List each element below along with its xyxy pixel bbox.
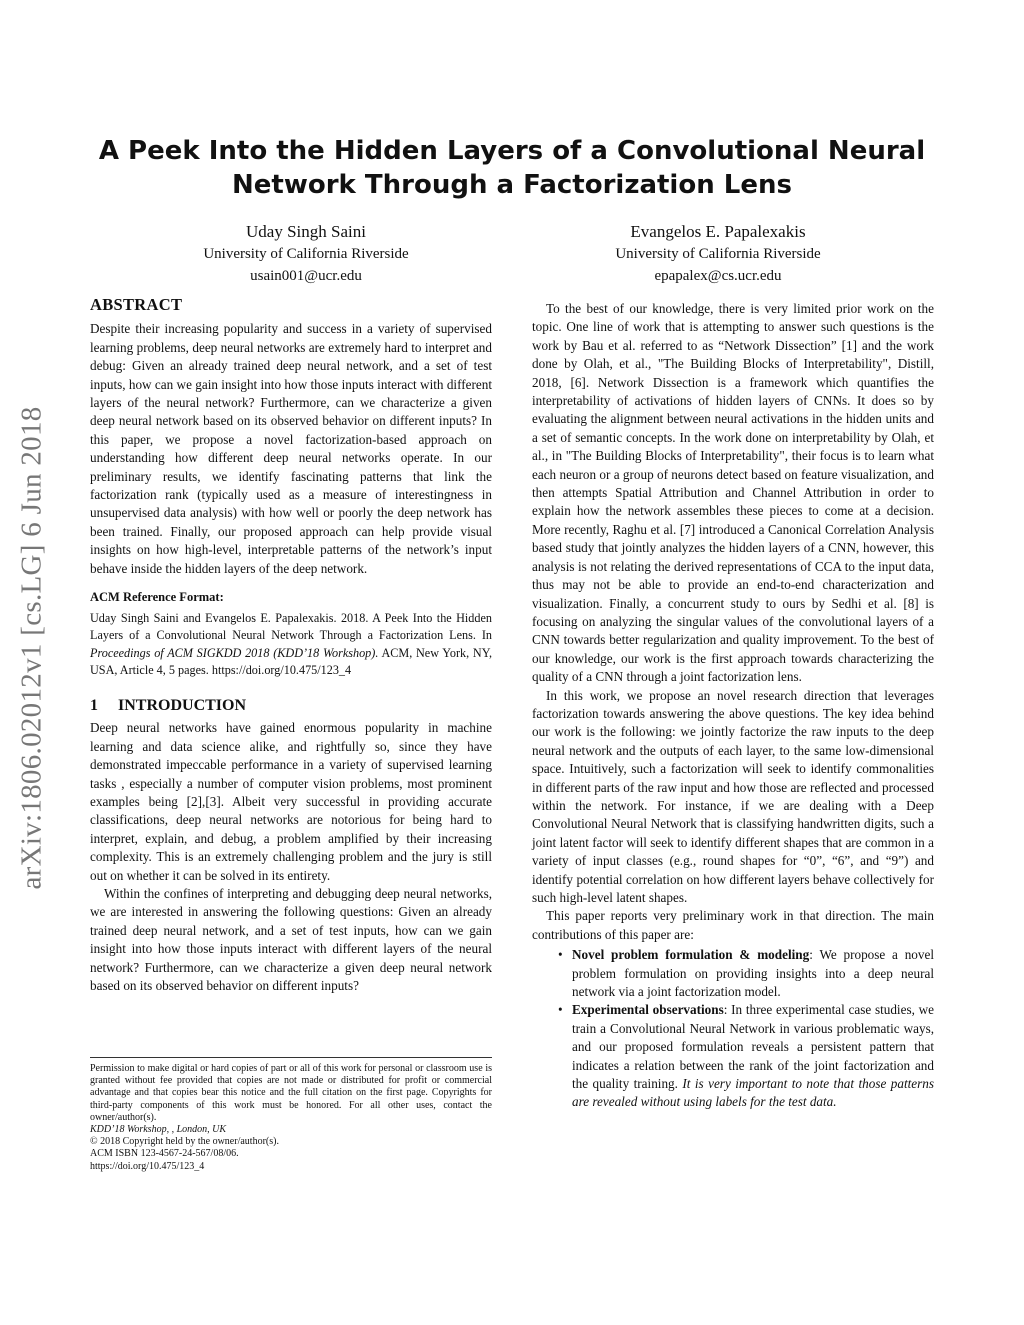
title-line-2: Network Through a Factorization Lens <box>232 170 792 200</box>
arxiv-stamp: arXiv:1806.02012v1 [cs.LG] 6 Jun 2018 <box>15 406 48 890</box>
footnote-doi[interactable]: https://doi.org/10.475/123_4 <box>90 1160 205 1172</box>
related-work-paragraph: To the best of our knowledge, there is very limited prior work on the topic. One line of work that is attempting to answer such questions is the work by Bau et al. referred to as “Network Dissection” [1] and the work done by Olah, et al., "The Building Blocks of Interpretability", Distill, 2018, [6]. Network Dissection is a framework which quantifies the interpretability of activations of hidden layers of CNNs. It does so by evaluating the alignment between neural activations in the hidden units and a set of semantic concepts. In the work done on interpretability by Olah, et al., in "The Building Blocks of Interpretability", their focus is to learn what each neuron or a group of neurons detect based on feature visualization, and then attempts Spatial Attribution and Channel Attribution in order to explain how the network assembles these pieces to come at a decision. More recently, Raghu et al. [7] introduced a Canonical Correlation Analysis based study that jointly analyzes the hidden layers of a CNN, however, this analysis is not relating the derived representations of CCA to the input data, thus may not be able to provide an end-to-end characterization and visualization. Finally, a concurrent study to ours by Sedhi et al. [8] is focusing on analyzing the singular values of the convolutional layers of a CNN towards better regularization and quality improvement. To the best of our knowledge, our work is the first approach towards characterizing the quality of a CNN through a joint factorization lens. <box>532 301 934 685</box>
approach-paragraph: In this work, we propose an novel research direction that leverages factorization towards answering the above questions. The key idea behind our work is the following: we jointly factorize the raw inputs to the deep neural network and the outputs of each layer, to the same low-dimensional space. Intuitively, such a factorization will seek to identify commonalities in different parts of the raw input and how those are reflected and processed within the network. For instance, if we are dealing with a Deep Convolutional Neural Network that is classifying handwritten digits, such a joint latent factor will seek to identify different shapes that are common in a variety of input classes (e.g., round shapes for “0”, “6”, and “9”) and identify potential correlation on how different layers behave collectively for such high-level latent shapes. <box>532 687 934 905</box>
author-name: Uday Singh Saini <box>246 222 366 241</box>
author-2 <box>558 221 878 287</box>
footnote-copyright: © 2018 Copyright held by the owner/author(s). <box>90 1136 279 1148</box>
paper-title <box>90 134 934 202</box>
footnote-isbn: ACM ISBN 123-4567-24-567/08/06. <box>90 1148 239 1160</box>
intro-paragraph-2: Within the confines of interpreting and debugging deep neural networks, we are interested in answering the following questions: Given an already trained deep neural network, and a set of test inputs, how can we gain insight into how those inputs interact with different layers of the neural network? Furthermore, can we characterize a given deep neural network based on its observed behavior on different inputs? <box>90 885 492 993</box>
list-item: • Experimental observations: In three experimental case studies, we train a Convolutional Neural Network in various problematic ways, and our proposed formulation reveals a persistent pattern that indicates a relation between the rank of the joint factorization and the quality training. It is very important to note that those patterns are revealed without using labels for the test data. <box>558 1002 934 1110</box>
abstract-heading: ABSTRACT <box>90 295 183 314</box>
footnote-venue: KDD’18 Workshop, , London, UK <box>90 1124 227 1136</box>
author-1 <box>146 221 466 287</box>
left-column <box>90 296 492 995</box>
author-email[interactable]: epapalex@cs.ucr.edu <box>654 268 782 284</box>
contributions-list <box>532 946 934 1112</box>
footnote-block <box>90 1057 492 1173</box>
section-heading-introduction: 1 INTRODUCTION <box>90 696 247 714</box>
acm-reference-heading: ACM Reference Format: <box>90 590 224 605</box>
author-email[interactable]: usain001@ucr.edu <box>250 268 362 284</box>
title-line-1: A Peek Into the Hidden Layers of a Convolutional Neural <box>98 136 926 166</box>
author-name: Evangelos E. Papalexakis <box>630 222 806 241</box>
bullet-icon: • <box>558 947 563 963</box>
contributions-intro: This paper reports very preliminary work in that direction. The main contributions of this paper are: <box>532 908 934 942</box>
intro-paragraph-1: Deep neural networks have gained enormous popularity in machine learning and data science alike, and rightfully so, since they have demonstrated impeccable performance in a variety of supervised learning tasks , especially a number of computer vision problems, most prominent examples being [2],[3]. Albeit very successful in providing accurate classifications, deep neural networks are notorious for being hard to interpret, explain, and debug, a problem amplified by their increasing complexity. This is an extremely challenging problem and the jury is still out on whether it can be solved in its entirety. <box>90 720 492 883</box>
author-affiliation: University of California Riverside <box>203 246 409 262</box>
list-item: • Novel problem formulation & modeling: We propose a novel problem formulation on providing insights into a deep neural network via a joint factorization model. <box>558 947 934 1000</box>
permission-notice: Permission to make digital or hard copies of part or all of this work for personal or classroom use is granted without fee provided that copies are not made or distributed for profit or commercial advantage and that copies bear this notice and the full citation on the first page. Copyrights for third-party components of this work must be honored. For all other uses, contact the owner/author(s). <box>90 1063 492 1123</box>
right-column <box>532 300 934 1112</box>
acm-reference-text: Uday Singh Saini and Evangelos E. Papalexakis. 2018. A Peek Into the Hidden Layers of a Convolutional Neural Network Through a Factorization Lens. In Proceedings of ACM SIGKDD 2018 (KDD’18 Workshop). ACM, New York, NY, USA, Article 4, 5 pages. https://doi.org/10.475/123_4 <box>90 610 492 678</box>
bullet-icon: • <box>558 1002 563 1018</box>
author-affiliation: University of California Riverside <box>615 246 821 262</box>
abstract-text: Despite their increasing popularity and success in a variety of supervised learning problems, deep neural networks are extremely hard to interpret and debug: Given an already trained deep neural network, and a set of test inputs, how can we gain insight into how those inputs interact with different layers of the neural network? Furthermore, can we characterize a given deep neural network based on its observed behavior on different inputs? In this paper, we propose a novel factorization-based approach on understanding how different deep neural networks operate. In our preliminary results, we identify fascinating patterns that link the factorization rank (typically used as a measure of interestingness in unsupervised data analysis) with how well or poorly the deep network has been trained. Finally, our proposed approach can help provide visual insights on how high-level, interpretable patterns of the network’s input behave inside the hidden layers of the deep network. <box>90 321 492 576</box>
